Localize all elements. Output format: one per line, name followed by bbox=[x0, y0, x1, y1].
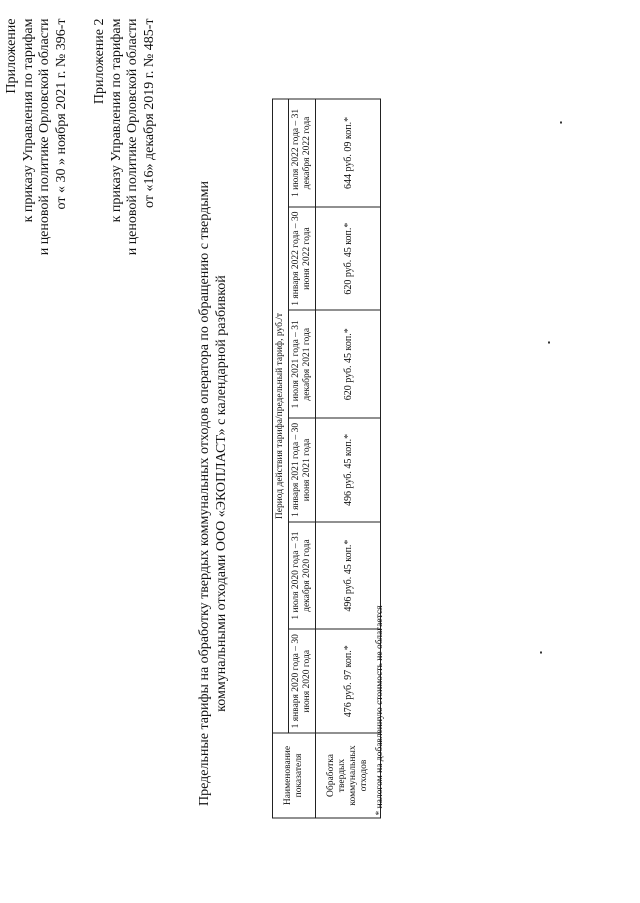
appendix-original-header bbox=[92, 18, 158, 255]
appendix-line: Приложение bbox=[4, 18, 19, 94]
tariff-value-cell: 496 руб. 45 коп.* bbox=[316, 521, 381, 629]
tariff-value-cell: 620 руб. 45 коп.* bbox=[316, 310, 381, 418]
period-header-cell: 1 января 2020 года – 30 июня 2020 года bbox=[289, 629, 316, 733]
table-header-row bbox=[273, 99, 289, 818]
table-period-row bbox=[289, 99, 316, 818]
appendix-line: от «16» декабря 2019 г. № 485-т bbox=[141, 18, 157, 208]
tariff-value-cell: 644 руб. 09 коп.* bbox=[316, 99, 381, 207]
appendix-line: к приказу Управления по тарифам bbox=[108, 18, 124, 222]
appendix-line: от « 30 » ноября 2021 г. № 396-т bbox=[53, 18, 69, 209]
document-title: Предельные тарифы на обработку твердых коммунальных отходов оператора по обращению с твердыми коммунальными отходами ООО «ЭКОПЛАСТ» с календарной разбивкой bbox=[197, 180, 229, 806]
name-column-header: Наименование показателя bbox=[273, 733, 316, 818]
tariff-value-cell: 620 руб. 45 коп.* bbox=[316, 206, 381, 310]
appendix-line: и ценовой политике Орловской области bbox=[37, 18, 52, 255]
period-header-cell: 1 июля 2022 года – 31 декабря 2022 года bbox=[289, 99, 316, 207]
row-name-cell: Обработка твердых коммунальных отходов bbox=[316, 733, 381, 818]
tariff-table bbox=[272, 98, 381, 818]
period-header-cell: 1 января 2021 года – 30 июня 2021 года bbox=[289, 418, 316, 522]
table-row bbox=[316, 99, 381, 818]
appendix-current-header bbox=[4, 18, 70, 255]
scan-speck bbox=[560, 121, 562, 123]
period-header-cell: 1 июля 2021 года – 31 декабря 2021 года bbox=[289, 310, 316, 418]
period-header-cell: 1 января 2022 года – 30 июня 2022 года bbox=[289, 206, 316, 310]
footnote: * налогом на добавленную стоимость не облагается bbox=[375, 605, 385, 815]
period-header-cell: 1 июля 2020 года – 31 декабря 2020 года bbox=[289, 521, 316, 629]
period-column-header: Период действия тарифа/предельный тариф, руб./т bbox=[273, 99, 289, 733]
appendix-line: и ценовой политике Орловской области bbox=[125, 18, 140, 255]
appendix-line: к приказу Управления по тарифам bbox=[20, 18, 36, 222]
scan-speck bbox=[540, 651, 542, 653]
appendix-line: Приложение 2 bbox=[92, 18, 107, 104]
scan-speck bbox=[548, 341, 550, 343]
tariff-value-cell: 476 руб. 97 коп.* bbox=[316, 629, 381, 733]
tariff-value-cell: 496 руб. 45 коп.* bbox=[316, 418, 381, 522]
